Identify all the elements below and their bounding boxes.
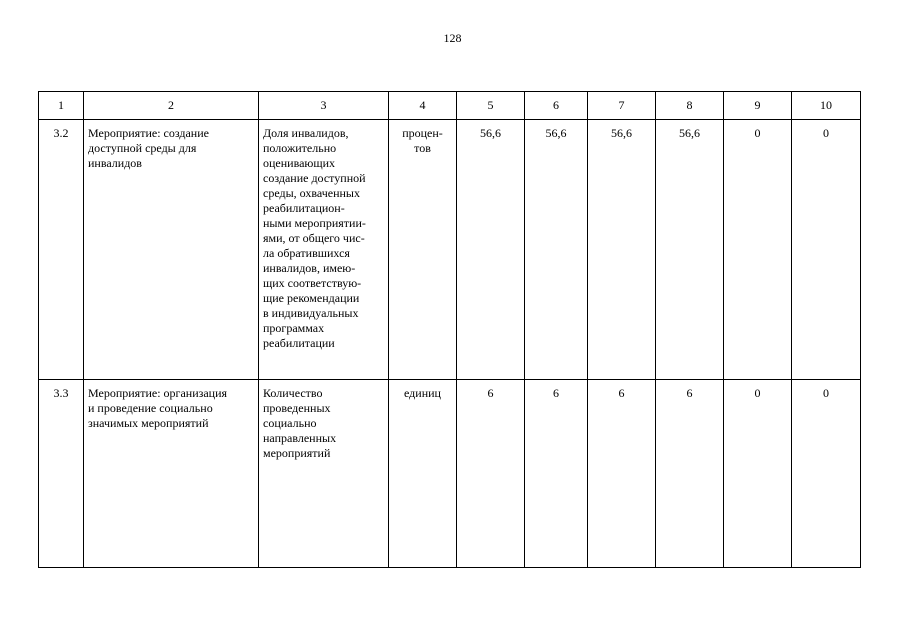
value-cell: 6 bbox=[525, 380, 588, 568]
value-cell: 6 bbox=[656, 380, 724, 568]
header-cell: 3 bbox=[259, 92, 389, 120]
header-cell: 10 bbox=[792, 92, 861, 120]
indicator-name-cell bbox=[259, 380, 389, 568]
indicators-table bbox=[38, 91, 861, 568]
unit-text: единиц bbox=[404, 386, 441, 400]
unit-text: процен- тов bbox=[402, 126, 443, 155]
value-cell: 56,6 bbox=[656, 120, 724, 380]
value-cell: 0 bbox=[792, 120, 861, 380]
event-name-cell bbox=[84, 120, 259, 380]
value-cell: 6 bbox=[457, 380, 525, 568]
value-cell: 56,6 bbox=[457, 120, 525, 380]
event-name-text: Мероприятие: организация и проведение социально значимых мероприятий bbox=[88, 386, 228, 430]
indicator-name-text: Количество проведенных социально направленных мероприятий bbox=[263, 386, 337, 460]
indicator-name-text: Доля инвалидов, положительно оценивающих создание доступной среды, охваченных реабилитацион- ными мероприятии- ями, от общего чис- ла обратившихся инвалидов, имею- щих соответствую- щие рекомендации в индивидуальных программах реабилитации bbox=[263, 126, 366, 350]
header-cell: 8 bbox=[656, 92, 724, 120]
event-name-cell bbox=[84, 380, 259, 568]
value-cell: 56,6 bbox=[525, 120, 588, 380]
header-cell: 6 bbox=[525, 92, 588, 120]
value-cell: 56,6 bbox=[588, 120, 656, 380]
unit-cell bbox=[389, 380, 457, 568]
value-cell: 0 bbox=[724, 120, 792, 380]
header-cell: 4 bbox=[389, 92, 457, 120]
header-cell: 9 bbox=[724, 92, 792, 120]
indicator-name-cell bbox=[259, 120, 389, 380]
row-number-cell: 3.2 bbox=[39, 120, 84, 380]
header-cell: 1 bbox=[39, 92, 84, 120]
table-header-row bbox=[39, 92, 861, 120]
unit-cell bbox=[389, 120, 457, 380]
page-number: 128 bbox=[443, 31, 462, 45]
value-cell: 6 bbox=[588, 380, 656, 568]
table-row bbox=[39, 120, 861, 380]
header-cell: 5 bbox=[457, 92, 525, 120]
row-number-cell: 3.3 bbox=[39, 380, 84, 568]
value-cell: 0 bbox=[724, 380, 792, 568]
header-cell: 7 bbox=[588, 92, 656, 120]
header-cell: 2 bbox=[84, 92, 259, 120]
value-cell: 0 bbox=[792, 380, 861, 568]
event-name-text: Мероприятие: создание доступной среды для инвалидов bbox=[88, 126, 209, 170]
table-row bbox=[39, 380, 861, 568]
